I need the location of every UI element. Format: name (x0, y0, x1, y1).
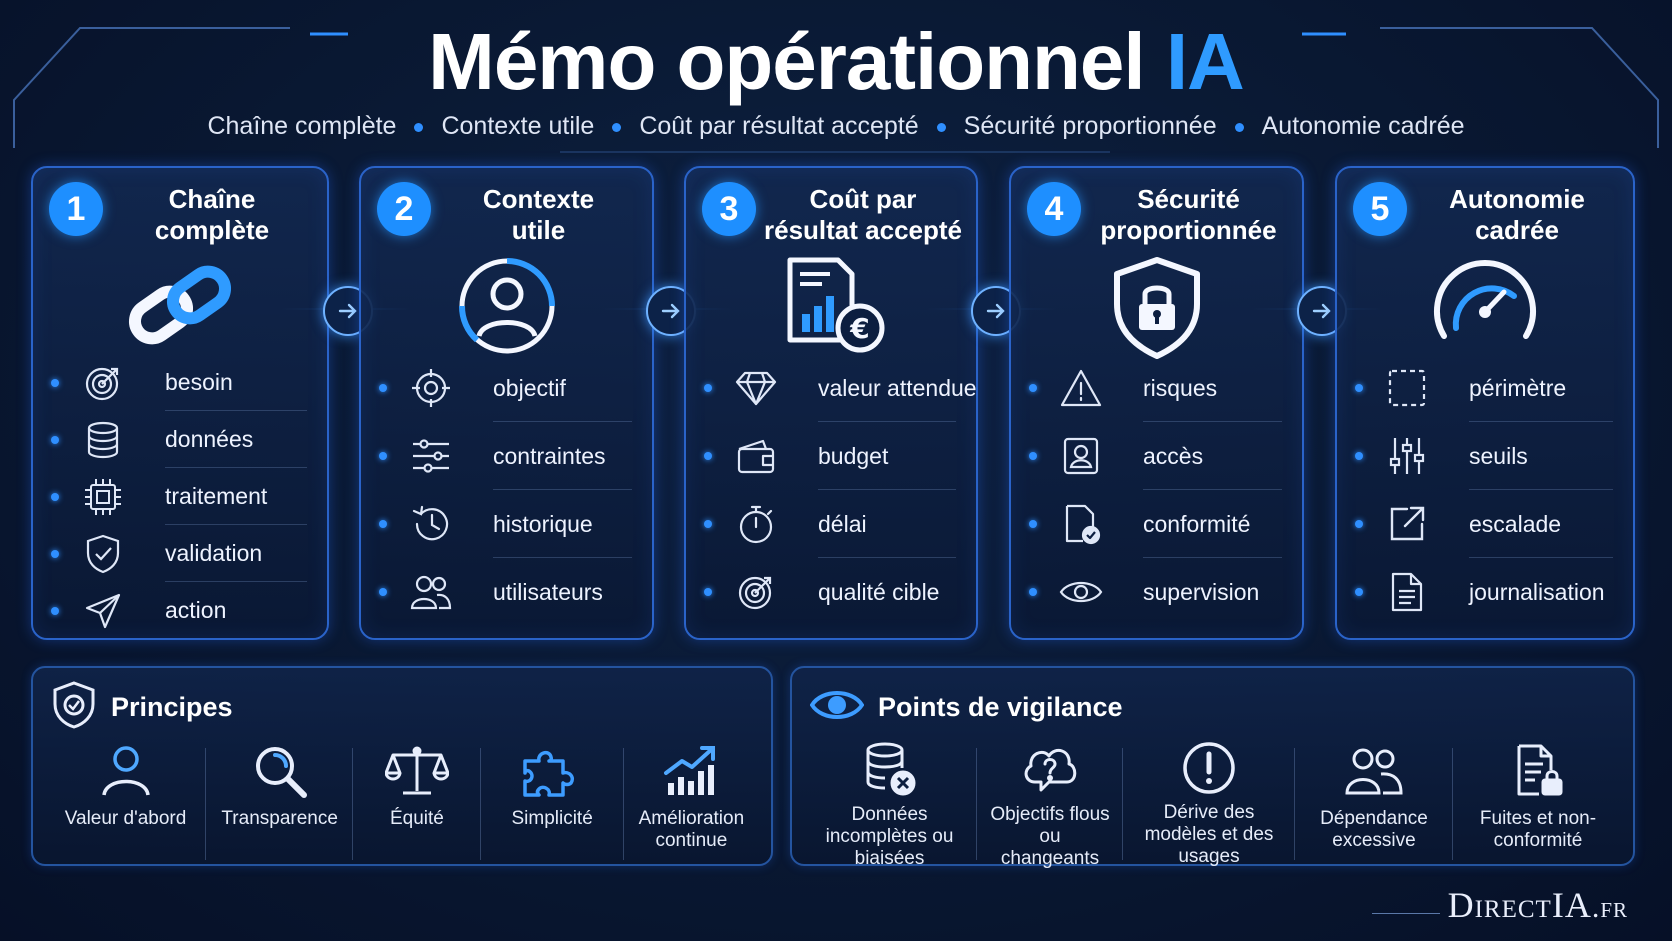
target-icon (734, 570, 778, 614)
vigilance-text: Données incomplètes ou biaisées (825, 804, 954, 869)
cloud-question-icon (1019, 740, 1081, 798)
step-number: 2 (377, 182, 431, 236)
person-icon (96, 740, 156, 802)
stopwatch-icon (734, 502, 778, 546)
list-item (53, 354, 307, 411)
vigilance-item (1295, 740, 1453, 856)
subtitle-item: Coût par résultat accepté (639, 112, 919, 140)
step-title-line: Sécurité (1137, 184, 1240, 214)
item-label: validation (165, 540, 263, 566)
step-card-cout-par-resultat (684, 166, 978, 640)
step-list (1031, 354, 1282, 626)
bullet-dot (1235, 123, 1244, 132)
bullet-dot (704, 452, 712, 460)
step-title-line: résultat accepté (764, 215, 962, 245)
database-x-icon (861, 740, 919, 798)
list-item (1357, 422, 1613, 490)
item-label: traitement (165, 483, 268, 509)
step-list (53, 354, 307, 639)
principles-list (45, 740, 759, 856)
item-label: conformité (1143, 510, 1251, 537)
list-item (1031, 490, 1282, 558)
step-title-line: Chaîne (168, 184, 256, 214)
principle-item (206, 740, 353, 856)
vigilance-label (990, 804, 1110, 870)
vigilance-text: Dépendance excessive (1320, 808, 1428, 851)
step-card-chaine-complete (31, 166, 329, 640)
step-title (431, 184, 646, 246)
item-label: journalisation (1469, 578, 1605, 605)
list-item (1357, 490, 1613, 558)
panel-title: Principes (111, 691, 233, 722)
bullet-dot (704, 588, 712, 596)
send-icon (81, 589, 125, 633)
item-label: objectif (493, 374, 566, 401)
vigilance-label (815, 804, 965, 870)
dashed-square-icon (1385, 366, 1429, 410)
bullet-dot (1355, 520, 1363, 528)
bullet-dot (1029, 452, 1037, 460)
bullet-dot (1355, 588, 1363, 596)
users-icon (1343, 740, 1405, 802)
page-title (0, 18, 1672, 106)
principle-item (481, 740, 624, 856)
item-label: supervision (1143, 578, 1260, 605)
title-accent: IA (1165, 17, 1244, 106)
sliders-vertical-icon (1385, 434, 1429, 478)
list-item (706, 422, 956, 490)
user-profile-icon (361, 256, 652, 356)
item-label: besoin (165, 369, 233, 395)
item-label: données (165, 426, 254, 452)
document-lock-icon (1511, 740, 1565, 802)
list-item (381, 558, 632, 626)
list-item (381, 422, 632, 490)
bullet-dot (704, 384, 712, 392)
title-main: Mémo opérationnel (428, 17, 1145, 106)
principle-label: Transparence (221, 808, 338, 829)
step-title-line: Autonomie (1449, 184, 1585, 214)
growth-chart-icon (662, 740, 720, 802)
step-title (756, 184, 970, 246)
list-item (53, 582, 307, 639)
bullet-dot (379, 588, 387, 596)
item-label: seuils (1469, 442, 1528, 469)
vigilance-list (802, 740, 1623, 869)
item-label: budget (818, 442, 889, 469)
eye-icon (1059, 570, 1103, 614)
document-lines-icon (1385, 570, 1429, 614)
step-title-line: Contexte (482, 184, 595, 214)
step-title (1081, 184, 1296, 246)
vigilance-label (1134, 802, 1284, 868)
bullet-dot (379, 384, 387, 392)
principle-label: Équité (389, 808, 444, 829)
list-item (706, 558, 956, 626)
list-item (1031, 558, 1282, 626)
external-link-icon (1385, 502, 1429, 546)
shield-lock-icon (1011, 256, 1302, 356)
list-item (53, 525, 307, 582)
bullet-dot (1355, 384, 1363, 392)
step-card-autonomie (1335, 166, 1635, 640)
step-list (706, 354, 977, 626)
vigilance-header (810, 682, 1123, 732)
target-icon (81, 361, 125, 405)
database-icon (81, 418, 125, 462)
alert-circle-icon (1181, 740, 1237, 796)
bullet-dot (612, 123, 621, 132)
principles-panel (31, 666, 773, 866)
brand-logo (1448, 884, 1628, 926)
step-card-contexte-utile (359, 166, 654, 640)
item-label: action (165, 597, 227, 623)
step-title-line: cadrée (1475, 215, 1559, 245)
svg-text:€: € (850, 312, 870, 345)
step-title (1407, 184, 1627, 246)
bullet-dot (51, 550, 59, 558)
vigilance-panel (790, 666, 1635, 869)
list-item (1031, 354, 1282, 422)
vigilance-item (1123, 740, 1295, 867)
principle-item (624, 740, 759, 856)
step-card-securite (1009, 166, 1304, 640)
step-title (103, 184, 321, 246)
list-item (706, 490, 956, 558)
subtitle-bar (0, 112, 1672, 141)
item-label: valeur attendue (818, 374, 977, 401)
list-item (1357, 558, 1613, 626)
bullet-dot (937, 123, 946, 132)
item-label: périmètre (1469, 374, 1567, 401)
diamond-icon (734, 366, 778, 410)
user-card-icon (1059, 434, 1103, 478)
principle-label: Amélioration continue (638, 808, 745, 851)
list-item (53, 468, 307, 525)
step-title-line: complète (154, 215, 270, 245)
step-number: 1 (49, 182, 103, 236)
panel-title: Points de vigilance (878, 691, 1123, 722)
principles-header (51, 682, 233, 732)
item-label: qualité cible (818, 578, 940, 605)
principle-item (45, 740, 206, 856)
bullet-dot (51, 607, 59, 615)
step-list (1357, 354, 1613, 626)
shield-check-icon (81, 532, 125, 576)
history-icon (409, 502, 453, 546)
bullet-dot (51, 436, 59, 444)
magnifier-icon (251, 740, 309, 802)
step-title-line: Coût par (809, 184, 917, 214)
list-item (706, 354, 977, 422)
vigilance-label (1319, 808, 1429, 852)
item-label: accès (1143, 442, 1204, 469)
balance-scale-icon (385, 740, 449, 802)
vigilance-text: Objectifs flous ou changeants (990, 804, 1110, 869)
list-item (1357, 354, 1613, 422)
subtitle-item: Chaîne complète (207, 112, 397, 140)
vigilance-item (802, 740, 977, 869)
item-label: risques (1143, 374, 1218, 401)
users-icon (409, 570, 453, 614)
warning-icon (1059, 366, 1103, 410)
vigilance-label (1478, 808, 1598, 852)
bullet-dot (51, 493, 59, 501)
bullet-dot (379, 520, 387, 528)
item-label: utilisateurs (493, 578, 603, 605)
eye-icon (810, 685, 864, 730)
shield-icon (51, 680, 97, 735)
vigilance-item (1453, 740, 1623, 856)
step-number: 4 (1027, 182, 1081, 236)
sliders-icon (409, 434, 453, 478)
step-number: 3 (702, 182, 756, 236)
subtitle-item: Sécurité proportionnée (963, 112, 1217, 140)
list-item (381, 354, 632, 422)
vigilance-text: Fuites et non-conformité (1479, 808, 1597, 851)
chain-link-icon (33, 256, 327, 356)
item-label: contraintes (493, 442, 606, 469)
list-item (1031, 422, 1282, 490)
wallet-icon (734, 434, 778, 478)
step-number: 5 (1353, 182, 1407, 236)
brand-name: DirectIA (1447, 885, 1592, 925)
bullet-dot (379, 452, 387, 460)
crosshair-icon (409, 366, 453, 410)
bullet-dot (1029, 588, 1037, 596)
list-item (53, 411, 307, 468)
vigilance-text: Dérive des modèles et des usages (1144, 802, 1274, 867)
brand-suffix: .fr (1591, 891, 1628, 924)
list-item (381, 490, 632, 558)
puzzle-icon (519, 740, 585, 802)
principle-label: Simplicité (511, 808, 593, 829)
principle-item (353, 740, 480, 856)
item-label: historique (493, 510, 593, 537)
vigilance-item (977, 740, 1123, 869)
bullet-dot (1029, 520, 1037, 528)
step-title-line: proportionnée (1100, 215, 1277, 245)
bullet-dot (704, 520, 712, 528)
chip-icon (81, 475, 125, 519)
step-list (381, 354, 632, 626)
brand-divider (1372, 913, 1440, 914)
bullet-dot (414, 123, 423, 132)
subtitle-item: Contexte utile (441, 112, 595, 140)
principle-label: Valeur d'abord (64, 808, 187, 829)
bullet-dot (1355, 452, 1363, 460)
document-check-icon (1059, 502, 1103, 546)
item-label: délai (818, 510, 867, 537)
gauge-icon (1337, 256, 1633, 356)
bullet-dot (1029, 384, 1037, 392)
subtitle-item: Autonomie cadrée (1261, 112, 1465, 140)
item-label: escalade (1469, 510, 1562, 537)
step-title-line: utile (511, 215, 566, 245)
report-euro-icon (686, 256, 976, 356)
bullet-dot (51, 379, 59, 387)
